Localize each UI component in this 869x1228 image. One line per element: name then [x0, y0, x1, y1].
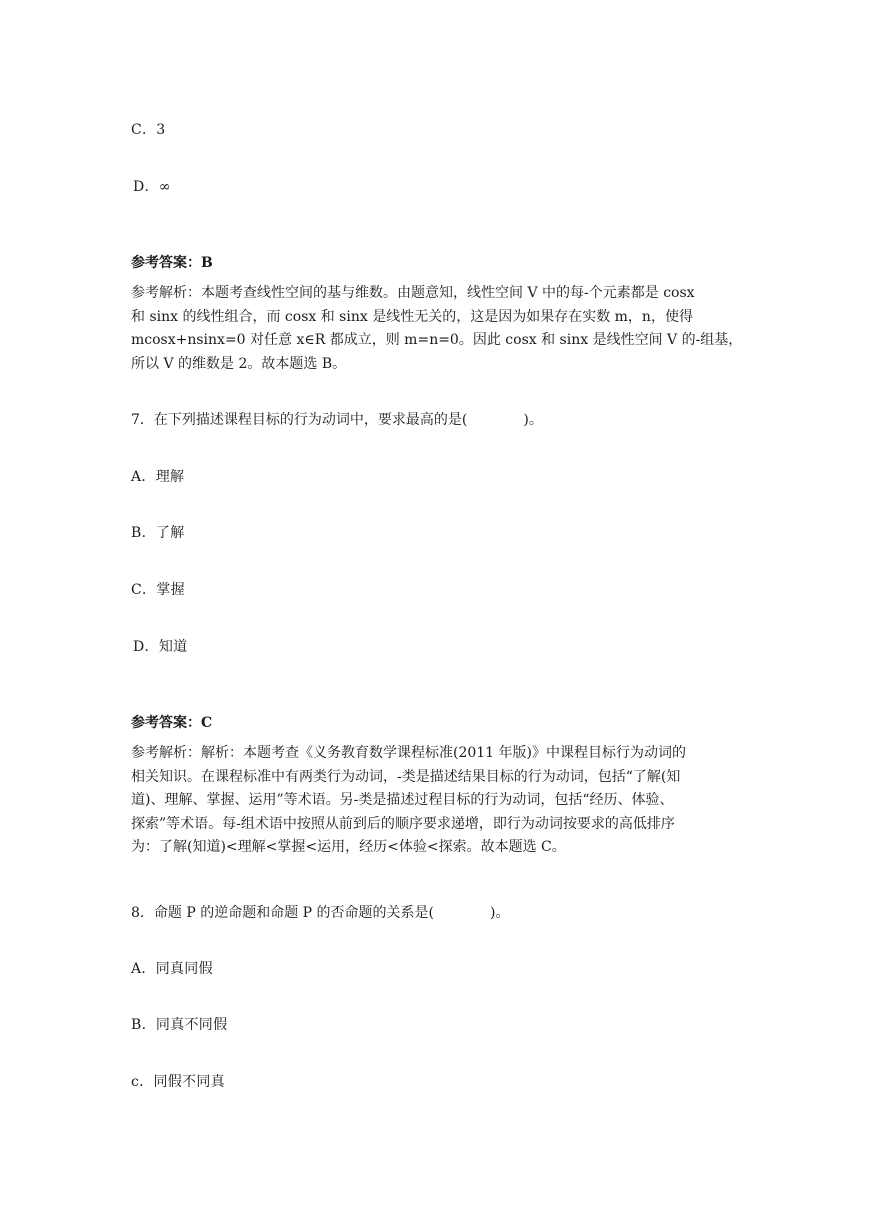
option-b: B．同真不同假 [131, 1017, 228, 1033]
option-a: A．理解 [131, 469, 185, 485]
analysis-line: 探索”等术语。每-组术语中按照从前到后的顺序要求递增，即行为动词按要求的高低排序 [131, 815, 675, 832]
option-c: C．掌握 [131, 582, 185, 598]
analysis-line: 为：了解(知道)<理解<掌握<运用，经历<体验<探索。故本题选 C。 [131, 839, 566, 855]
analysis-line: 和 sinx 的线性组合，而 cosx 和 sinx 是线性无关的，这是因为如果存在实数 m，n，使得 [131, 308, 693, 325]
option-b: B．了解 [131, 525, 185, 541]
analysis-line: 所以 V 的维数是 2。故本题选 B。 [131, 355, 347, 372]
analysis-line: 参考解析：解析：本题考查《义务教育数学课程标准(2011 年版)》中课程目标行为动词的 [131, 745, 687, 761]
option-a: A．同真同假 [131, 961, 213, 977]
question-stem: 8．命题 P 的逆命题和命题 P 的否命题的关系是( )。 [131, 905, 510, 921]
question-stem: 7．在下列描述课程目标的行为动词中，要求最高的是( )。 [131, 412, 543, 428]
answer-label: 参考答案：C [131, 715, 213, 731]
option-c: c．同假不同真 [131, 1074, 225, 1090]
analysis-paragraph [131, 742, 737, 860]
analysis-line: mcosx+nsinx=0 对任意 x∈R 都成立，则 m=n=0。因此 cosx 和 sinx 是线性空间 V 的-组基， [131, 332, 743, 348]
answer-label: 参考答案：B [131, 255, 213, 271]
analysis-line: 相关知识。在课程标准中有两类行为动词，-类是描述结果目标的行为动词，包括“了解(知 [131, 768, 681, 785]
option-d: D．知道 [133, 639, 188, 655]
analysis-paragraph [131, 282, 743, 376]
analysis-line: 道)、理解、掌握、运用”等术语。另-类是描述过程目标的行为动词，包括“经历、体验、 [131, 792, 674, 808]
analysis-line: 参考解析：本题考查线性空间的基与维数。由题意知，线性空间 V 中的每-个元素都是 cosx [131, 285, 695, 301]
option-d: D．∞ [133, 179, 171, 195]
option-c: C．3 [131, 122, 166, 138]
